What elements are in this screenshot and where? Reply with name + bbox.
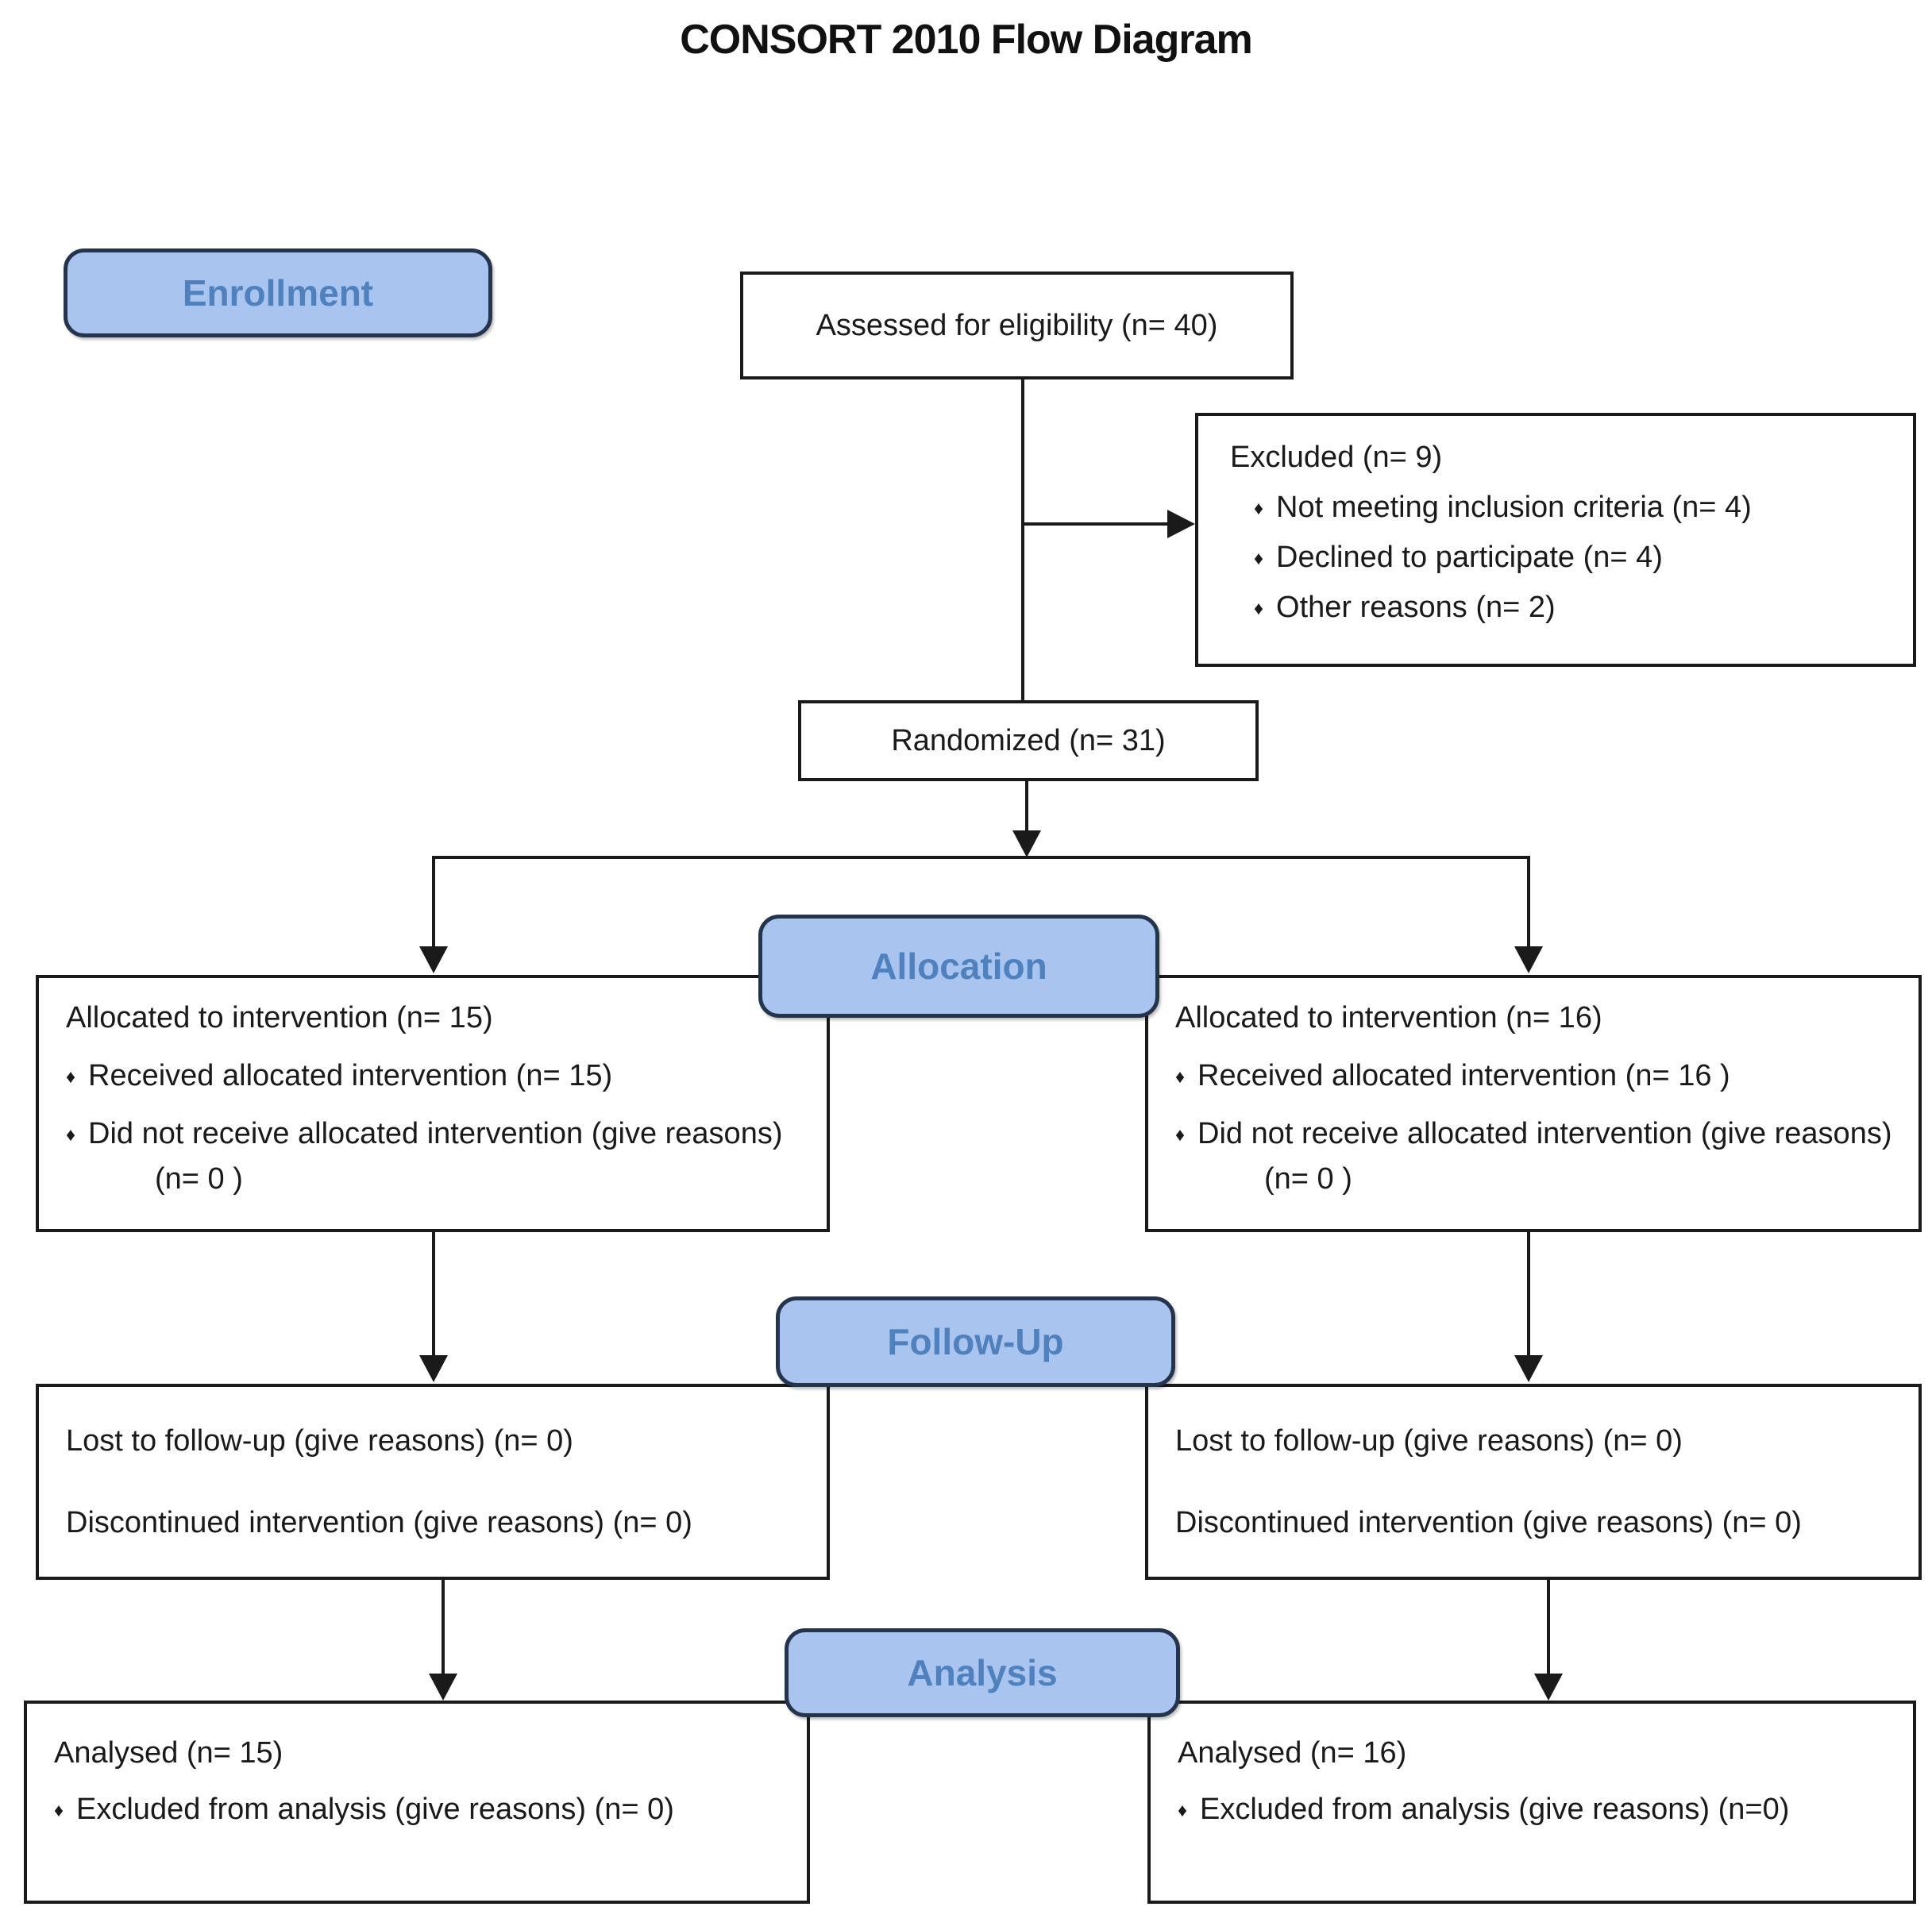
excluded-item-text: Other reasons (n= 2) [1276, 591, 1556, 624]
excluded-item [1230, 585, 1905, 630]
excluded-item [1230, 485, 1905, 530]
diamond-bullet-icon: ♦ [1254, 598, 1264, 619]
randomized-text: Randomized (n= 31) [891, 723, 1166, 757]
arrowhead-allocation-right [1514, 946, 1543, 973]
allocation-right-item [1175, 1054, 1914, 1099]
diagram-title: CONSORT 2010 Flow Diagram [680, 17, 1252, 63]
excluded-title: Excluded (n= 9) [1230, 441, 1443, 474]
analysis-left-title: Analysed (n= 15) [54, 1736, 283, 1770]
excluded-item-text: Not meeting inclusion criteria (n= 4) [1276, 491, 1752, 524]
diamond-bullet-icon: ♦ [54, 1800, 64, 1821]
stage-label-analysis-text: Analysis [907, 1652, 1058, 1693]
followup-right-line: Discontinued intervention (give reasons) (n= 0) [1175, 1506, 1802, 1539]
assessed-text: Assessed for eligibility (n= 40) [816, 308, 1218, 342]
excluded-box [1195, 413, 1916, 667]
allocation-left-title: Allocated to intervention (n= 15) [66, 1001, 493, 1034]
diamond-bullet-icon: ♦ [1254, 498, 1264, 519]
allocation-right-item-text: Received allocated intervention (n= 16 ) [1197, 1059, 1730, 1092]
analysis-right-box [1147, 1701, 1916, 1904]
connector-branch-to-allocation-left [432, 856, 435, 948]
stage-label-analysis [785, 1628, 1180, 1717]
analysis-left-item [54, 1787, 802, 1832]
followup-right-box [1145, 1384, 1922, 1580]
connector-assessed-to-randomized [1021, 379, 1024, 702]
arrowhead-randomized-branch [1012, 830, 1041, 857]
excluded-item-text: Declined to participate (n= 4) [1276, 541, 1663, 574]
allocation-left-item [66, 1054, 822, 1099]
excluded-item [1230, 535, 1905, 580]
analysis-right-title: Analysed (n= 16) [1178, 1736, 1407, 1770]
stage-label-allocation-text: Allocation [870, 946, 1047, 987]
diamond-bullet-icon: ♦ [1178, 1800, 1188, 1821]
arrowhead-followup-left [419, 1355, 448, 1382]
analysis-left-item-text: Excluded from analysis (give reasons) (n= 0) [76, 1793, 674, 1826]
allocation-right-title: Allocated to intervention (n= 16) [1175, 1001, 1602, 1034]
arrowhead-excluded [1167, 510, 1195, 538]
stage-label-allocation [758, 915, 1159, 1018]
allocation-left-box [36, 975, 830, 1232]
diamond-bullet-icon: ♦ [66, 1066, 76, 1088]
connector-to-excluded [1023, 522, 1167, 526]
analysis-right-item [1178, 1787, 1908, 1832]
stage-label-followup-text: Follow-Up [887, 1321, 1064, 1362]
diamond-bullet-icon: ♦ [1175, 1066, 1186, 1088]
stage-label-enrollment-text: Enrollment [182, 272, 374, 314]
analysis-right-item-text: Excluded from analysis (give reasons) (n=0) [1200, 1793, 1790, 1826]
connector-followup-to-analysis-left [442, 1580, 445, 1675]
assessed-box [740, 272, 1294, 379]
allocation-right-item [1175, 1111, 1914, 1202]
connector-allocation-to-followup-left [432, 1232, 435, 1357]
arrowhead-analysis-right [1534, 1674, 1563, 1701]
connector-followup-to-analysis-right [1547, 1580, 1550, 1675]
followup-left-box [36, 1384, 830, 1580]
arrowhead-followup-right [1514, 1355, 1543, 1382]
allocation-left-item-text: Received allocated intervention (n= 15) [88, 1059, 613, 1092]
diamond-bullet-icon: ♦ [1254, 548, 1264, 569]
followup-right-line: Lost to follow-up (give reasons) (n= 0) [1175, 1424, 1683, 1458]
analysis-left-box [24, 1701, 810, 1904]
arrowhead-allocation-left [419, 946, 448, 973]
connector-randomized-to-branch [1025, 781, 1028, 832]
diamond-bullet-icon: ♦ [66, 1124, 76, 1146]
allocation-left-item [66, 1111, 822, 1202]
stage-label-enrollment [64, 248, 492, 337]
connector-branch-to-allocation-right [1527, 856, 1530, 948]
connector-allocation-to-followup-right [1527, 1232, 1530, 1357]
allocation-left-item-text: Did not receive allocated intervention (give reasons) (n= 0 ) [88, 1117, 783, 1196]
stage-label-followup [776, 1296, 1175, 1387]
branch-line [432, 856, 1530, 859]
allocation-right-item-text: Did not receive allocated intervention (give reasons) (n= 0 ) [1197, 1117, 1892, 1196]
followup-left-line: Lost to follow-up (give reasons) (n= 0) [66, 1424, 573, 1458]
randomized-box [798, 700, 1259, 781]
diamond-bullet-icon: ♦ [1175, 1124, 1186, 1146]
followup-left-line: Discontinued intervention (give reasons) (n= 0) [66, 1506, 692, 1539]
arrowhead-analysis-left [429, 1674, 457, 1701]
allocation-right-box [1145, 975, 1922, 1232]
